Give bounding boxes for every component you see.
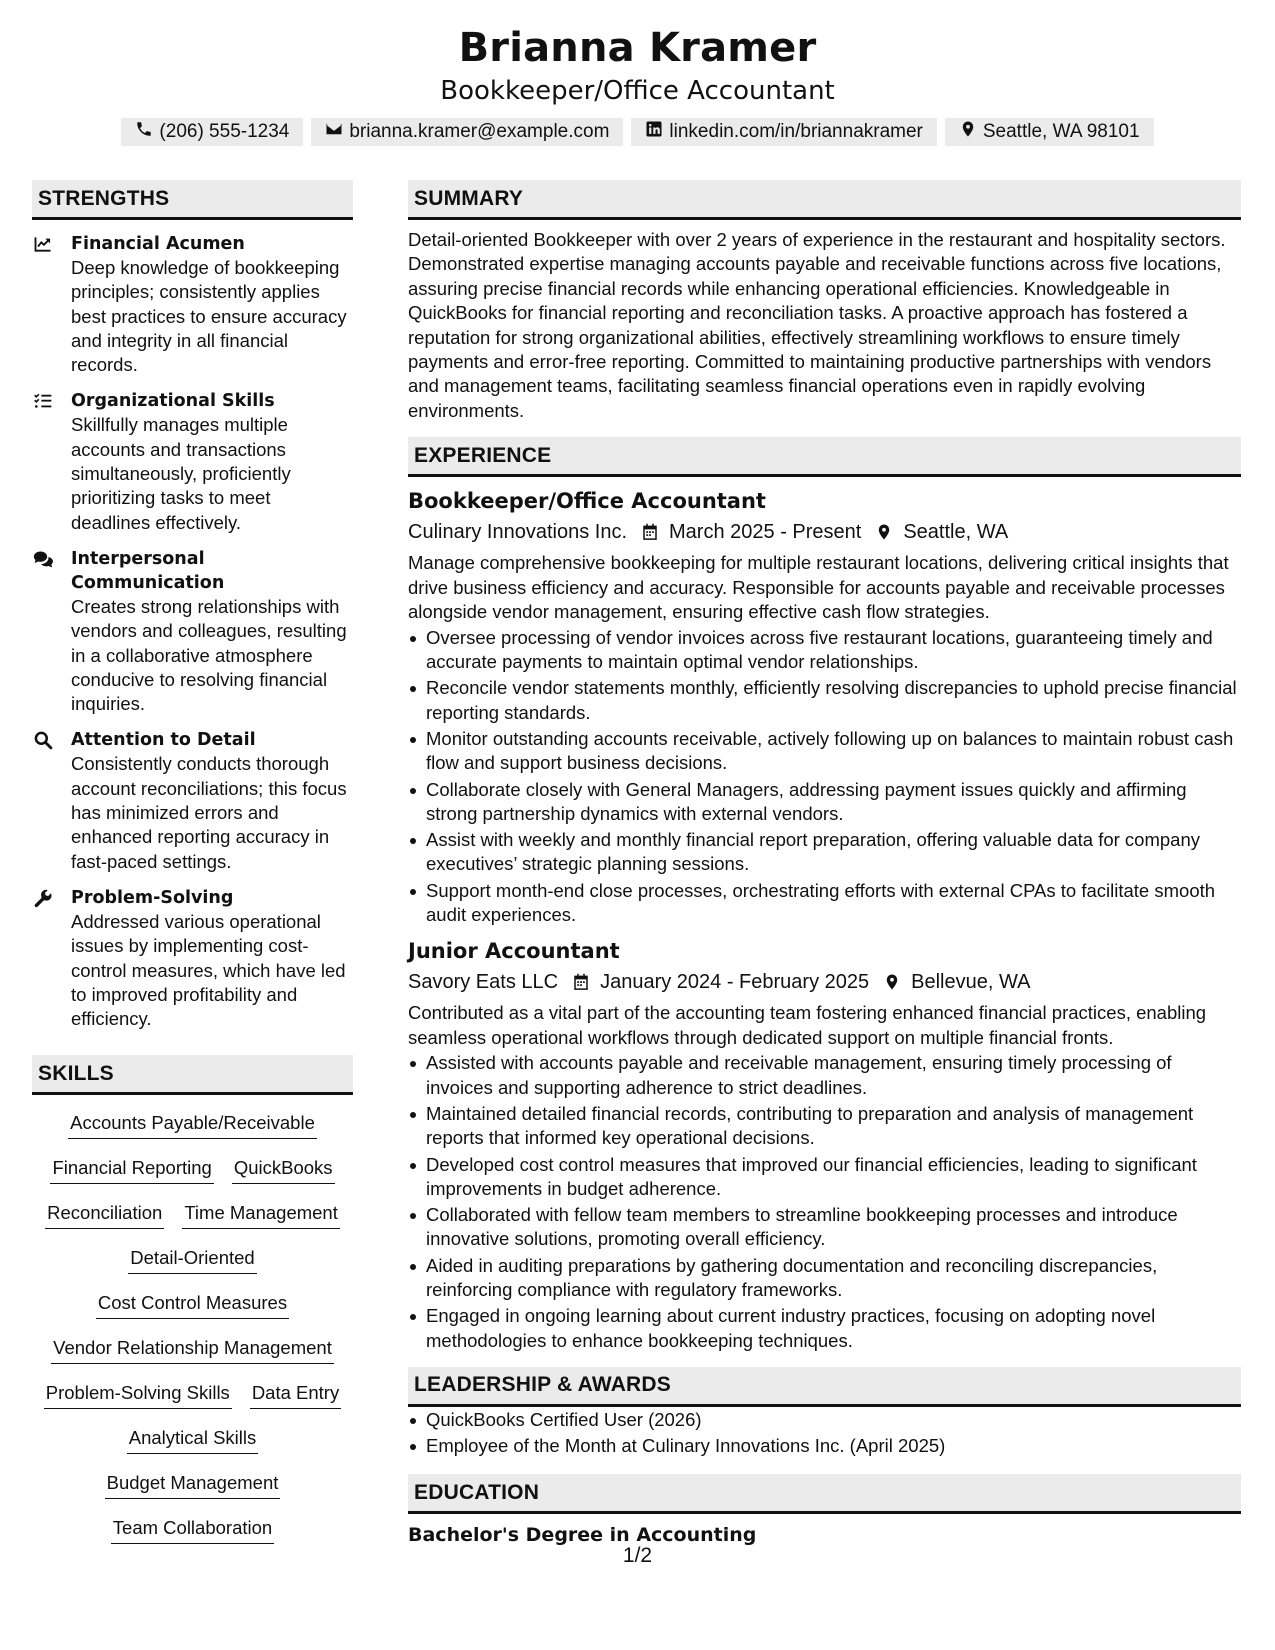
skill-row <box>127 1422 259 1467</box>
job-meta <box>408 967 1241 997</box>
job-company: Culinary Innovations Inc. <box>408 521 628 544</box>
calendar-icon <box>641 523 659 541</box>
job-description: Contributed as a vital part of the accounting team fostering enhanced financial practices, enabling seamless operational workflows through dedicated support on multiple financial fronts. <box>408 1002 1207 1048</box>
list-item: Monitor outstanding accounts receivable, actively following up on balances to maintain robust cash flow and support business decisions. <box>408 727 1241 776</box>
location-pin-icon <box>959 120 977 144</box>
skill-row <box>68 1107 317 1152</box>
list-item: Oversee processing of vendor invoices across five restaurant locations, guaranteeing timely and accurate payments to maintain optimal vendor relationships. <box>408 626 1241 675</box>
strength-desc: Addressed various operational issues by implementing cost-control measures, which have led to improved profitability and efficiency. <box>71 910 346 1030</box>
list-check-icon <box>33 391 55 411</box>
job-dates: March 2025 - Present <box>669 521 862 544</box>
left-column <box>32 180 353 1557</box>
strength-desc: Deep knowledge of bookkeeping principles; consistently applies best practices to ensure accuracy and integrity in all financial records. <box>71 257 347 376</box>
list-item: Collaborate closely with General Managers, addressing payment issues quickly and affirming strong partnership dynamics with external vendors. <box>408 778 1241 827</box>
page-number: 1/2 <box>622 1544 653 1567</box>
strength-desc: Creates strong relationships with vendors and colleagues, resulting in a collaborative atmosphere conducive to resolving financial inquiries. <box>71 595 347 715</box>
skill-tag: Team Collaboration <box>111 1516 274 1544</box>
list-item: Maintained detailed financial records, contributing to preparation and analysis of management reports that informed key operational decisions. <box>408 1102 1241 1151</box>
list-item: Collaborated with fellow team members to streamline bookkeeping processes and introduce innovative solutions, promoting overall efficiency. <box>408 1203 1241 1252</box>
strength-title: Problem-Solving <box>71 887 234 908</box>
summary-text: Detail-oriented Bookkeeper with over 2 years of experience in the restaurant and hospitality sectors. Demonstrated expertise managing accounts payable and receivable functions across five locations, assuring precise financial records while enhancing operational efficiencies. Knowledgeable in QuickBooks for financial reporting and reconciliation tasks. A proactive approach has fostered a reputation for strong organizational abilities, effectively streamlining workflows to ensure timely payments and error-free reporting. Committed to maintaining productive partnerships with vendors and management teams, facilitating seamless financial operations even in rapidly evolving environments. <box>408 229 1226 421</box>
skill-tag: Accounts Payable/Receivable <box>68 1111 317 1139</box>
skills-list <box>32 1107 353 1557</box>
location-pin-icon <box>875 523 893 541</box>
phone-text: (206) 555-1234 <box>159 121 290 142</box>
contact-phone <box>121 118 303 146</box>
skill-tag: Problem-Solving Skills <box>44 1381 232 1409</box>
education-heading: EDUCATION <box>408 1474 1241 1514</box>
summary-heading: SUMMARY <box>408 180 1241 220</box>
skill-tag: QuickBooks <box>232 1156 335 1184</box>
skill-tag: Data Entry <box>250 1381 341 1409</box>
strength-item <box>32 389 353 534</box>
email-text: brianna.kramer@example.com <box>349 121 610 142</box>
skills-heading: SKILLS <box>32 1055 353 1095</box>
resume-header <box>0 22 1275 146</box>
contact-linkedin[interactable] <box>631 118 936 146</box>
list-item: QuickBooks Certified User (2026) <box>408 1408 1241 1432</box>
list-item: Aided in auditing preparations by gathering documentation and reconciling discrepancies, reinforcing compliance with regulatory frameworks. <box>408 1254 1241 1303</box>
strength-title: Organizational Skills <box>71 391 275 412</box>
strength-desc: Consistently conducts thorough account reconciliations; this focus has minimized errors and enhanced reporting accuracy in fast-paced settings. <box>71 753 347 872</box>
experience-heading: EXPERIENCE <box>408 437 1241 477</box>
strength-item <box>32 232 353 377</box>
job-meta <box>408 517 1241 547</box>
candidate-name: Brianna Kramer <box>458 25 817 71</box>
job-description: Manage comprehensive bookkeeping for multiple restaurant locations, delivering critical insights that drive business efficiency and accuracy. Responsible for accounts payable and receivable processes alongside vendor management, ensuring effective cash flow strategies. <box>408 552 1229 623</box>
contact-email[interactable] <box>311 118 623 146</box>
envelope-icon <box>325 120 343 144</box>
skill-tag: Reconciliation <box>45 1201 164 1229</box>
skill-tag: Financial Reporting <box>50 1156 213 1184</box>
job-title: Bookkeeper/Office Accountant <box>408 489 766 514</box>
list-item: Assist with weekly and monthly financial report preparation, offering valuable data for company executives’ strategic planning sessions. <box>408 828 1241 877</box>
list-item: Engaged in ongoing learning about current industry practices, focusing on adopting novel methodologies to enhance bookkeeping techniques. <box>408 1304 1241 1353</box>
list-item: Employee of the Month at Culinary Innovations Inc. (April 2025) <box>408 1434 1241 1458</box>
location-text: Seattle, WA 98101 <box>982 121 1140 142</box>
job-location: Seattle, WA <box>903 521 1009 544</box>
skill-row <box>96 1287 289 1332</box>
job-company: Savory Eats LLC <box>408 971 559 994</box>
skill-tag: Budget Management <box>105 1471 281 1499</box>
chart-line-icon <box>33 234 55 254</box>
strength-item <box>32 886 353 1031</box>
skill-tag: Detail-Oriented <box>128 1246 256 1274</box>
list-item: Assisted with accounts payable and receivable management, ensuring timely processing of invoices and supporting adherence to strict deadlines. <box>408 1051 1241 1100</box>
strength-title: Attention to Detail <box>71 730 256 751</box>
skill-row <box>44 1377 341 1422</box>
linkedin-icon <box>645 120 663 144</box>
job-bullets <box>408 626 1241 928</box>
strength-item <box>32 547 353 716</box>
phone-icon <box>135 120 153 144</box>
job-dates: January 2024 - February 2025 <box>600 971 870 994</box>
awards-list <box>408 1408 1241 1459</box>
linkedin-text: linkedin.com/in/briannakramer <box>669 121 923 142</box>
skill-tag: Vendor Relationship Management <box>51 1336 334 1364</box>
job-location: Bellevue, WA <box>911 971 1031 994</box>
skill-row <box>128 1242 256 1287</box>
strength-title: Financial Acumen <box>71 234 245 254</box>
contact-bar <box>0 118 1275 146</box>
list-item: Reconcile vendor statements monthly, efficiently resolving discrepancies to uphold precise financial reporting standards. <box>408 676 1241 725</box>
skill-row <box>105 1467 281 1512</box>
skill-row <box>50 1152 334 1197</box>
skill-tag: Time Management <box>182 1201 340 1229</box>
wrench-icon <box>33 888 55 908</box>
job-entry <box>408 937 1241 1353</box>
skill-row <box>45 1197 340 1242</box>
strengths-heading: STRENGTHS <box>32 180 353 220</box>
magnifier-icon <box>33 730 55 750</box>
skill-tag: Cost Control Measures <box>96 1291 289 1319</box>
job-bullets <box>408 1051 1241 1353</box>
list-item: Developed cost control measures that improved our financial efficiencies, leading to significant improvements in budget adherence. <box>408 1153 1241 1202</box>
right-column <box>408 180 1241 1548</box>
skill-row <box>51 1332 334 1377</box>
candidate-role: Bookkeeper/Office Accountant <box>440 76 835 106</box>
job-title: Junior Accountant <box>408 939 620 964</box>
calendar-icon <box>572 973 590 991</box>
location-pin-icon <box>883 973 901 991</box>
comments-icon <box>33 549 55 569</box>
strength-title: Interpersonal Communication <box>71 548 225 593</box>
job-entry <box>408 487 1241 927</box>
contact-location <box>945 118 1154 146</box>
education-degree: Bachelor's Degree in Accounting <box>408 1524 757 1547</box>
skill-tag: Analytical Skills <box>127 1426 259 1454</box>
awards-heading: LEADERSHIP & AWARDS <box>408 1367 1241 1407</box>
strength-desc: Skillfully manages multiple accounts and transactions simultaneously, proficiently prioritizing tasks to meet deadlines effectively. <box>71 414 291 533</box>
list-item: Support month-end close processes, orchestrating efforts with external CPAs to facilitate smooth audit experiences. <box>408 879 1241 928</box>
strength-item <box>32 728 353 873</box>
